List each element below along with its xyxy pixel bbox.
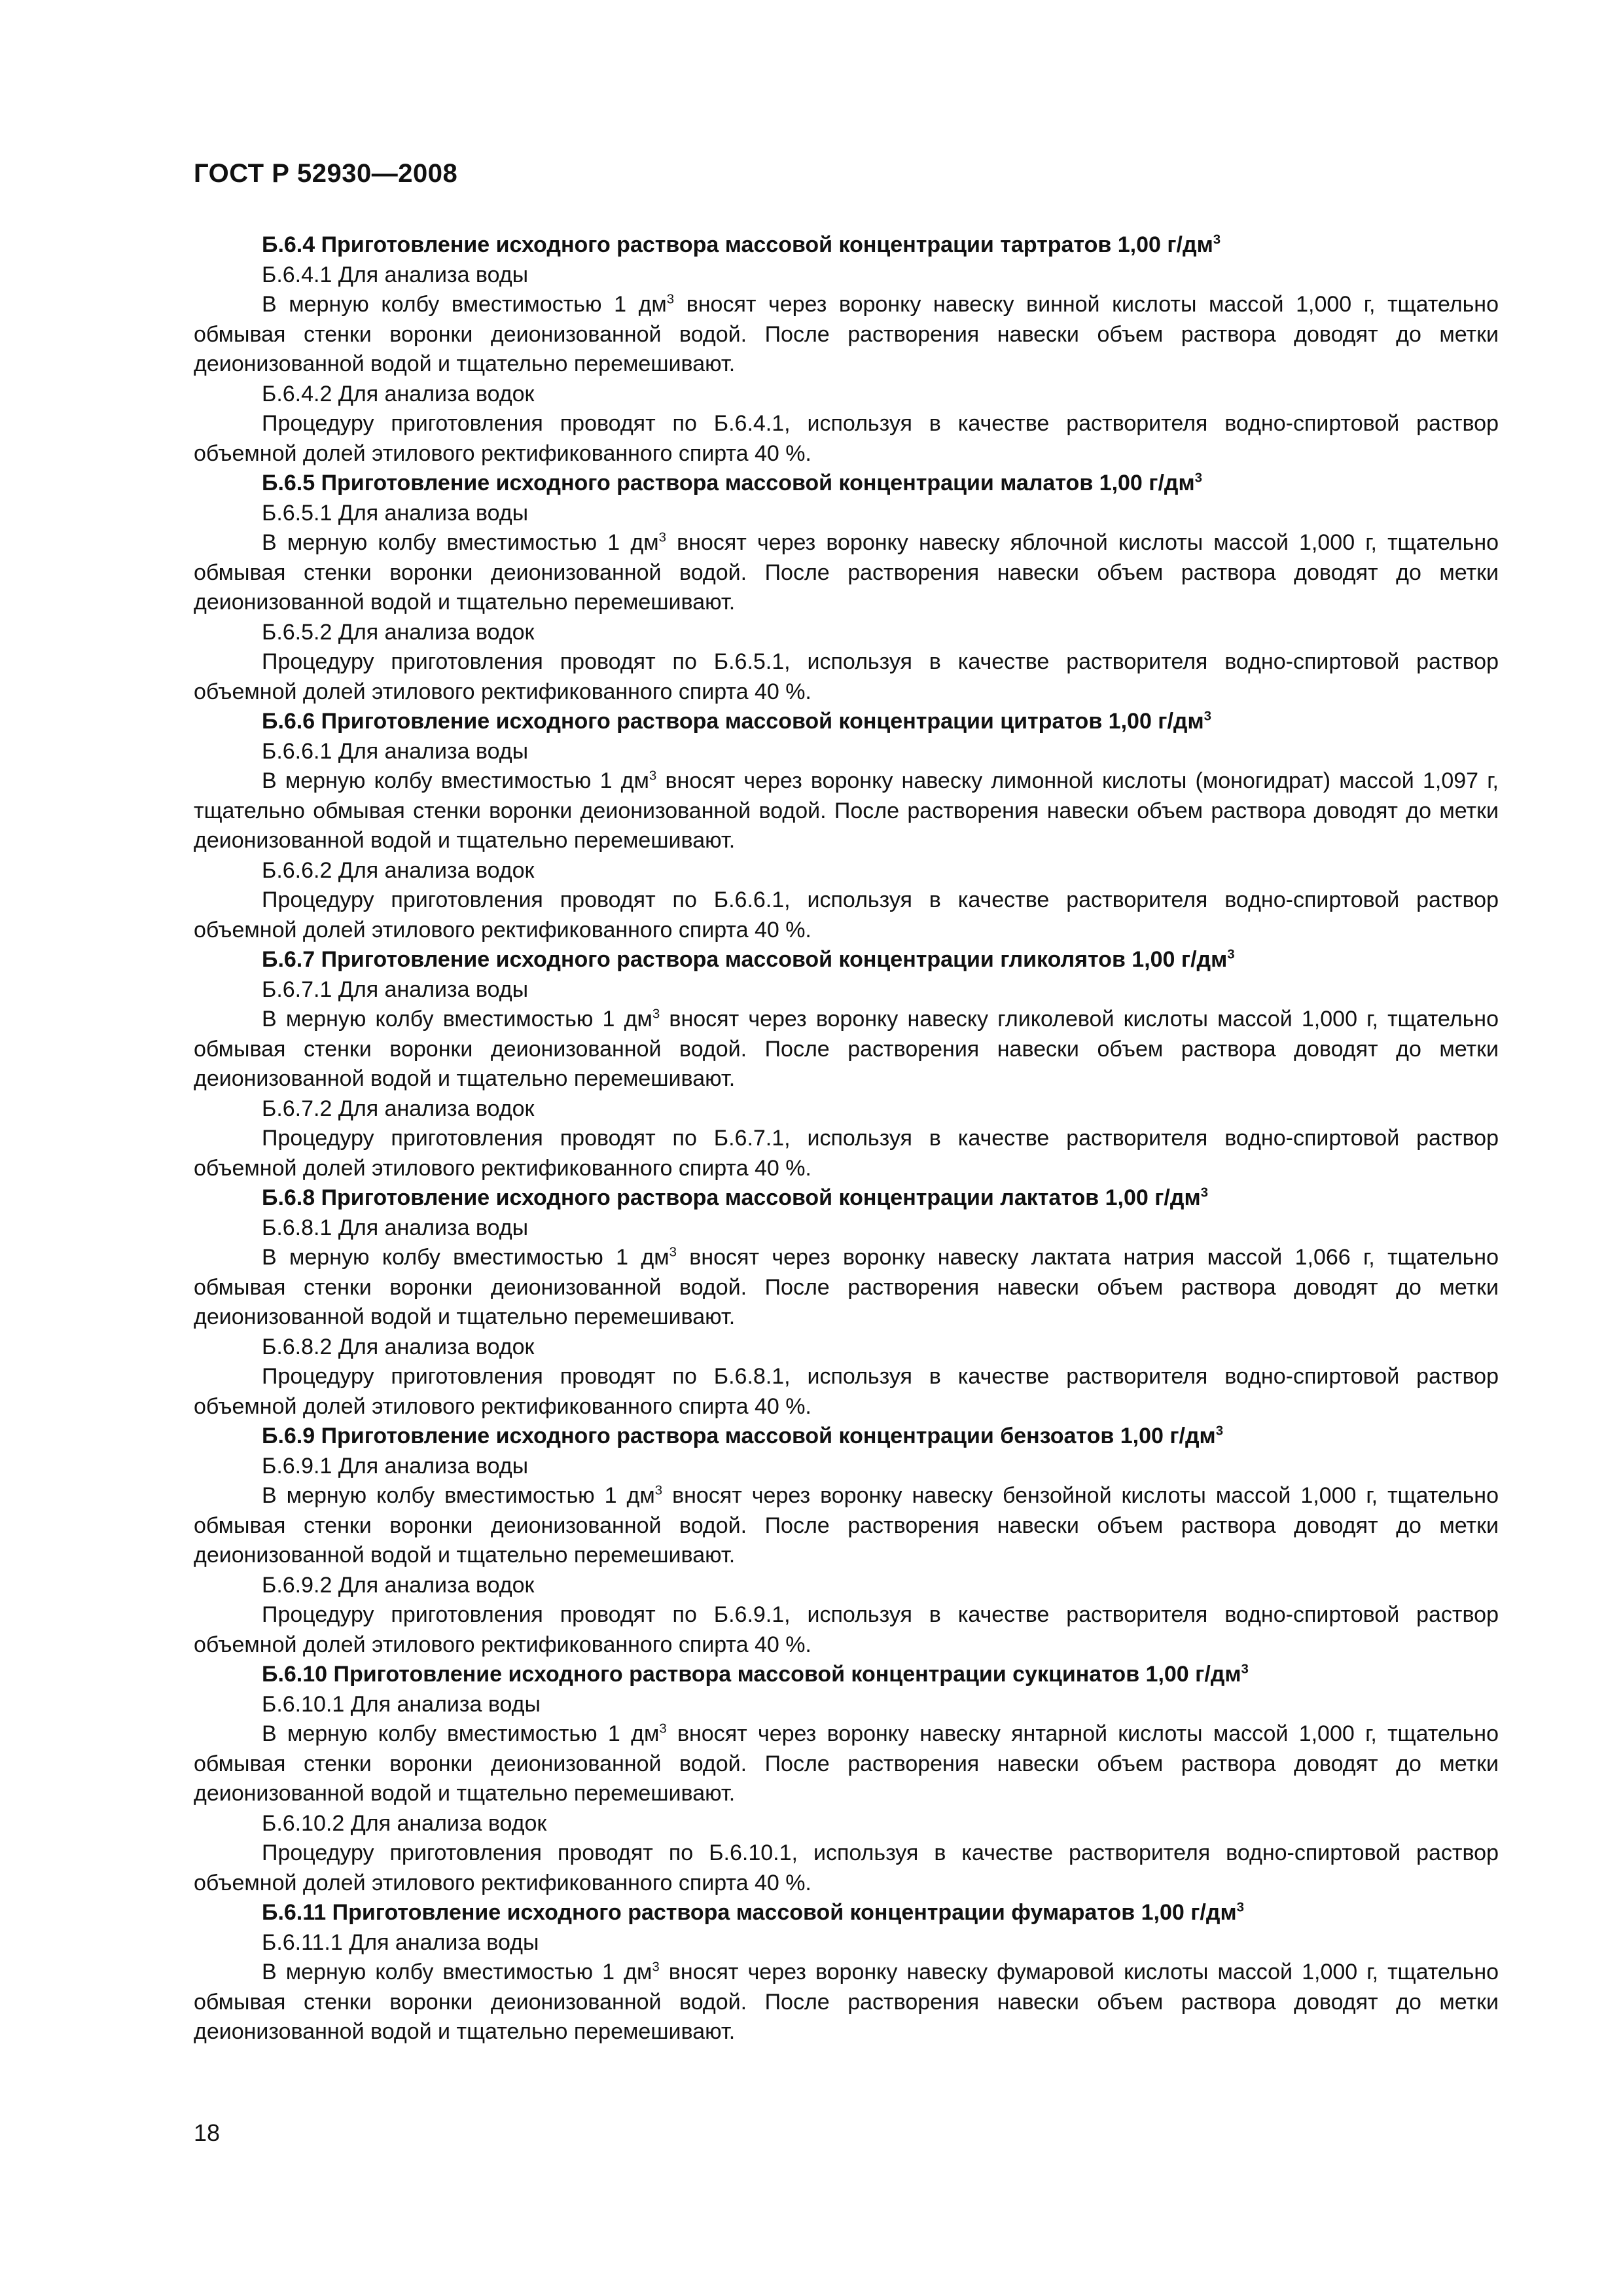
paragraph: В мерную колбу вместимостью 1 $дм^3$ вносят через воронку навеску яблочной кислоты массой 1,000 г, тщательно обмывая стенки воронки деионизованной водой. После растворения навески объем раствора доводят до метки деионизованной водой и тщательно перемешивают. (194, 530, 1499, 615)
paragraph: Процедуру приготовления проводят по Б.6.9.1, используя в качестве растворителя водно-спиртовой раствор объемной долей этилового ректификованного спирта 40 %. (194, 1602, 1499, 1657)
paragraph: В мерную колбу вместимостью 1 $дм^3$ вносят через воронку навеску фумаровой кислоты массой 1,000 г, тщательно обмывая стенки воронки деионизованной водой. После растворения навески объем раствора доводят до метки деионизованной водой и тщательно перемешивают. (194, 1960, 1499, 2044)
subsection-heading: Б.6.4.1 Для анализа воды (262, 262, 529, 287)
subsection-heading: Б.6.10.2 Для анализа водок (262, 1810, 547, 1836)
subsection-heading: Б.6.8.1 Для анализа воды (262, 1215, 529, 1240)
paragraph: В мерную колбу вместимостью 1 $дм^3$ вносят через воронку навеску гликолевой кислоты массой 1,000 г, тщательно обмывая стенки воронки деионизованной водой. После растворения навески объем раствора доводят до метки деионизованной водой и тщательно перемешивают. (194, 1007, 1499, 1091)
subsection-heading: Б.6.7.2 Для анализа водок (262, 1096, 535, 1121)
paragraph: В мерную колбу вместимостью 1 $дм^3$ вносят через воронку навеску винной кислоты массой 1,000 г, тщательно обмывая стенки воронки деионизованной водой. После растворения навески объем раствора доводят до метки деионизованной водой и тщательно перемешивают. (194, 292, 1499, 376)
subsection-heading: Б.6.7.1 Для анализа воды (262, 977, 529, 1002)
paragraph: В мерную колбу вместимостью 1 $дм^3$ вносят через воронку навеску янтарной кислоты массой 1,000 г, тщательно обмывая стенки воронки деионизованной водой. После растворения навески объем раствора доводят до метки деионизованной водой и тщательно перемешивают. (194, 1721, 1499, 1806)
paragraph: Процедуру приготовления проводят по Б.6.10.1, используя в качестве растворителя водно-спиртовой раствор объемной долей этилового ректификованного спирта 40 %. (194, 1840, 1499, 1895)
subsection-heading: Б.6.8.2 Для анализа водок (262, 1334, 535, 1359)
page-number: 18 (194, 2119, 221, 2146)
subsection-heading: Б.6.9.1 Для анализа воды (262, 1453, 529, 1479)
section-title: Б.6.10 Приготовление исходного раствора массовой концентрации сукцинатов 1,00 $г/дм^3$ (262, 1662, 1249, 1687)
document-body (194, 230, 1499, 2047)
section-title: Б.6.6 Приготовление исходного раствора массовой концентрации цитратов 1,00 $г/дм^3$ (262, 709, 1211, 734)
section-title: Б.6.9 Приготовление исходного раствора массовой концентрации бензоатов 1,00 $г/дм^3$ (262, 1424, 1224, 1448)
document-id-header: ГОСТ Р 52930—2008 (194, 159, 458, 188)
subsection-heading: Б.6.5.1 Для анализа воды (262, 500, 529, 526)
section-title: Б.6.7 Приготовление исходного раствора массовой концентрации гликолятов 1,00 $г/дм^3$ (262, 947, 1235, 972)
subsection-heading: Б.6.4.2 Для анализа водок (262, 381, 535, 406)
paragraph: В мерную колбу вместимостью 1 $дм^3$ вносят через воронку навеску лимонной кислоты (моногидрат) массой 1,097 г, тщательно обмывая стенки воронки деионизованной водой. После растворения навески объем раствора доводят до метки деионизованной водой и тщательно перемешивают. (194, 768, 1499, 853)
paragraph: Процедуру приготовления проводят по Б.6.4.1, используя в качестве растворителя водно-спиртовой раствор объемной долей этилового ректификованного спирта 40 %. (194, 411, 1499, 466)
subsection-heading: Б.6.10.1 Для анализа воды (262, 1691, 541, 1717)
paragraph: В мерную колбу вместимостью 1 $дм^3$ вносят через воронку навеску бензойной кислоты массой 1,000 г, тщательно обмывая стенки воронки деионизованной водой. После растворения навески объем раствора доводят до метки деионизованной водой и тщательно перемешивают. (194, 1483, 1499, 1568)
subsection-heading: Б.6.9.2 Для анализа водок (262, 1572, 535, 1598)
subsection-heading: Б.6.5.2 Для анализа водок (262, 619, 535, 645)
section-title: Б.6.5 Приготовление исходного раствора массовой концентрации малатов 1,00 $г/дм^3$ (262, 471, 1202, 495)
subsection-heading: Б.6.6.1 Для анализа воды (262, 738, 529, 764)
paragraph: Процедуру приготовления проводят по Б.6.7.1, используя в качестве растворителя водно-спиртовой раствор объемной долей этилового ректификованного спирта 40 %. (194, 1126, 1499, 1181)
paragraph: Процедуру приготовления проводят по Б.6.6.1, используя в качестве растворителя водно-спиртовой раствор объемной долей этилового ректификованного спирта 40 %. (194, 888, 1499, 942)
paragraph: Процедуру приготовления проводят по Б.6.5.1, используя в качестве растворителя водно-спиртовой раствор объемной долей этилового ректификованного спирта 40 %. (194, 649, 1499, 704)
subsection-heading: Б.6.11.1 Для анализа воды (262, 1929, 539, 1955)
subsection-heading: Б.6.6.2 Для анализа водок (262, 857, 535, 883)
section-title: Б.6.11 Приготовление исходного раствора массовой концентрации фумаратов 1,00 $г/дм^3$ (262, 1900, 1244, 1925)
section-title: Б.6.8 Приготовление исходного раствора массовой концентрации лактатов 1,00 $г/дм^3$ (262, 1185, 1208, 1210)
section-title: Б.6.4 Приготовление исходного раствора массовой концентрации тартратов 1,00 $г/дм^3$ (262, 232, 1221, 257)
paragraph: Процедуру приготовления проводят по Б.6.8.1, используя в качестве растворителя водно-спиртовой раствор объемной долей этилового ректификованного спирта 40 %. (194, 1364, 1499, 1419)
paragraph: В мерную колбу вместимостью 1 $дм^3$ вносят через воронку навеску лактата натрия массой 1,066 г, тщательно обмывая стенки воронки деионизованной водой. После растворения навески объем раствора доводят до метки деионизованной водой и тщательно перемешивают. (194, 1245, 1499, 1329)
